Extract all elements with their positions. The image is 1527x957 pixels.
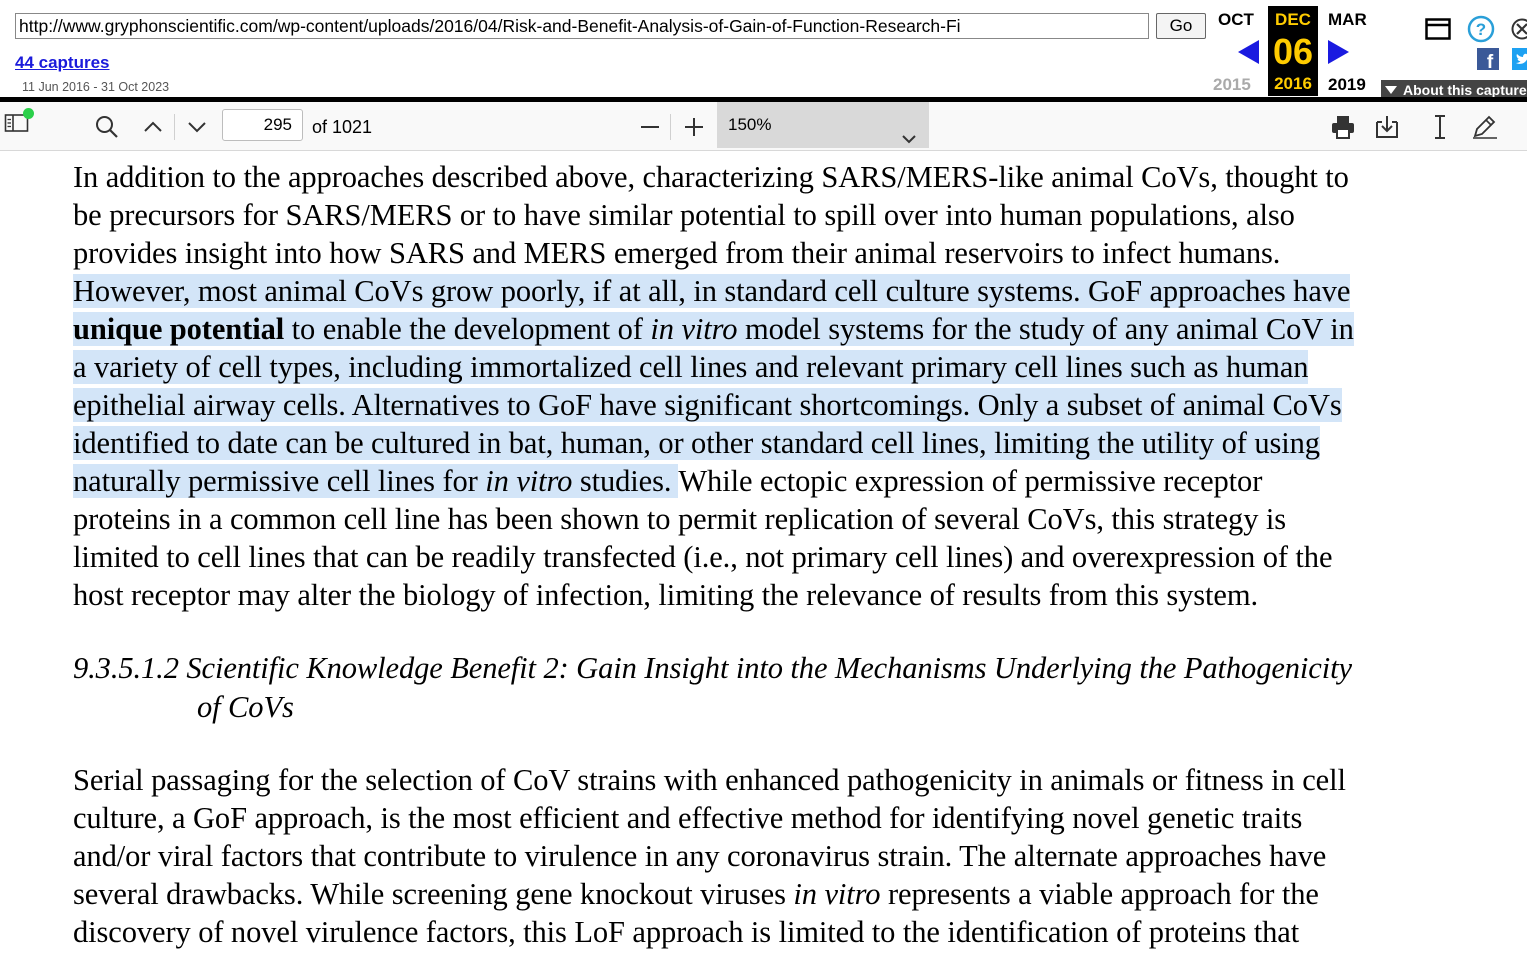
prev-month-label[interactable]: OCT	[1218, 10, 1254, 29]
text-span: represents a viable approach for the	[880, 877, 1319, 911]
prev-capture-arrow-icon[interactable]	[1238, 40, 1259, 64]
current-day-label: 06	[1272, 31, 1314, 72]
wayback-url-input[interactable]: http://www.gryphonscientific.com/wp-content/uploads/2016/04/Risk-and-Benefit-Analysis-of-Gain-of-Function-Research-Fi	[15, 13, 1149, 39]
svg-text:f: f	[1486, 52, 1494, 70]
text-line: Serial passaging for the selection of CoV strains with enhanced pathogenicity in animals or fitness in cell	[73, 763, 1346, 797]
text-line: proteins in a common cell line has been shown to permit replication of several CoVs, this strategy is	[73, 502, 1287, 536]
zoom-value: 150%	[728, 115, 772, 134]
print-icon[interactable]	[1330, 114, 1356, 144]
text-line	[73, 310, 1354, 348]
highlighted-text: identified to date can be cultured in bat, human, or other standard cell lines, limiting the utility of using	[73, 426, 1320, 460]
italic-text: in vitro	[485, 464, 573, 498]
bold-text: unique potential	[73, 312, 285, 346]
text-line	[73, 424, 1320, 462]
about-capture-button[interactable]	[1381, 80, 1527, 100]
page-number-input[interactable]: 295	[222, 109, 303, 141]
about-capture-label: About this capture	[1403, 82, 1527, 98]
text-line	[73, 875, 1319, 913]
zoom-select[interactable]	[717, 102, 929, 148]
prev-year-label[interactable]: 2015	[1213, 75, 1251, 94]
text-line: discovery of novel virulence factors, this LoF approach is limited to the identification of proteins that	[73, 915, 1300, 949]
text-cursor-icon[interactable]	[1430, 113, 1450, 145]
text-span: to enable the development of	[284, 312, 651, 346]
section-heading: 9.3.5.1.2 Scientific Knowledge Benefit 2: Gain Insight into the Mechanisms Underlying the Pathogenicity	[73, 651, 1352, 685]
text-span: While ectopic expression of permissive receptor	[678, 464, 1263, 498]
triangle-down-icon	[1385, 86, 1397, 94]
text-line: culture, a GoF approach, is the most efficient and effective method for identifying novel genetic traits	[73, 801, 1303, 835]
italic-text: in vitro	[793, 877, 881, 911]
text-line	[73, 348, 1308, 386]
twitter-icon[interactable]	[1512, 48, 1527, 74]
pencil-icon[interactable]	[1471, 114, 1499, 144]
text-line: host receptor may alter the biology of infection, limiting the relevance of results from this system.	[73, 578, 1259, 612]
text-line: provides insight into how SARS and MERS emerged from their animal reservoirs to infect humans.	[73, 236, 1281, 270]
text-line: limited to cell lines that can be readily transfected (i.e., not primary cell lines) and overexpression of the	[73, 540, 1333, 574]
highlighted-text	[73, 464, 678, 498]
text-line: be precursors for SARS/MERS or to have similar potential to spill over into human populations, also	[73, 198, 1295, 232]
page-total-label: of 1021	[312, 117, 373, 137]
svg-text:?: ?	[1475, 20, 1487, 39]
wayback-toolbar	[0, 0, 1527, 102]
text-line: In addition to the approaches described above, characterizing SARS/MERS-like animal CoVs, thought to	[73, 160, 1349, 194]
text-line	[73, 386, 1342, 424]
text-line	[73, 272, 1350, 310]
chevron-down-icon[interactable]	[185, 115, 209, 143]
next-month-label[interactable]: MAR	[1328, 10, 1367, 29]
current-month-label: DEC	[1275, 10, 1311, 29]
captures-link[interactable]: 44 captures	[15, 53, 110, 72]
highlighted-text: a variety of cell types, including immortalized cell lines and relevant primary cell lines such as human	[73, 350, 1309, 384]
current-year-label: 2016	[1274, 74, 1312, 93]
status-dot	[23, 108, 34, 119]
minus-icon[interactable]	[638, 115, 662, 143]
facebook-icon[interactable]	[1477, 48, 1499, 74]
pdf-page	[0, 152, 1527, 957]
chevron-up-icon[interactable]	[141, 115, 165, 143]
wayback-go-button[interactable]: Go	[1156, 13, 1206, 39]
highlighted-text: epithelial airway cells. Alternatives to GoF have significant shortcomings. Only a subset of animal CoVs	[73, 388, 1342, 422]
highlighted-text: However, most animal CoVs grow poorly, if at all, in standard cell culture systems. GoF approaches have	[73, 274, 1351, 308]
search-icon[interactable]	[94, 114, 120, 144]
text-span: several drawbacks. While screening gene knockout viruses	[73, 877, 794, 911]
text-line	[73, 462, 1262, 500]
toolbar-divider	[670, 114, 671, 140]
current-capture-date	[1268, 6, 1318, 96]
highlighted-text	[73, 312, 1354, 346]
text-span: naturally permissive cell lines for	[73, 464, 486, 498]
pdf-toolbar	[0, 102, 1527, 151]
capture-date-range: 11 Jun 2016 - 31 Oct 2023	[22, 80, 170, 94]
section-heading: of CoVs	[197, 690, 294, 724]
save-icon[interactable]	[1374, 114, 1400, 144]
text-line: and/or viral factors that contribute to virulence in any coronavirus strain. The alternate approaches have	[73, 839, 1327, 873]
close-icon[interactable]	[1511, 18, 1527, 44]
next-year-label[interactable]: 2019	[1328, 75, 1366, 94]
italic-text: in vitro	[650, 312, 738, 346]
next-capture-arrow-icon[interactable]	[1328, 40, 1349, 64]
plus-icon[interactable]	[682, 115, 706, 143]
toolbar-divider	[174, 114, 175, 140]
window-icon[interactable]	[1425, 18, 1451, 44]
text-span: studies.	[572, 464, 679, 498]
help-icon[interactable]	[1467, 15, 1495, 47]
text-span: model systems for the study of any animal CoV in	[737, 312, 1354, 346]
